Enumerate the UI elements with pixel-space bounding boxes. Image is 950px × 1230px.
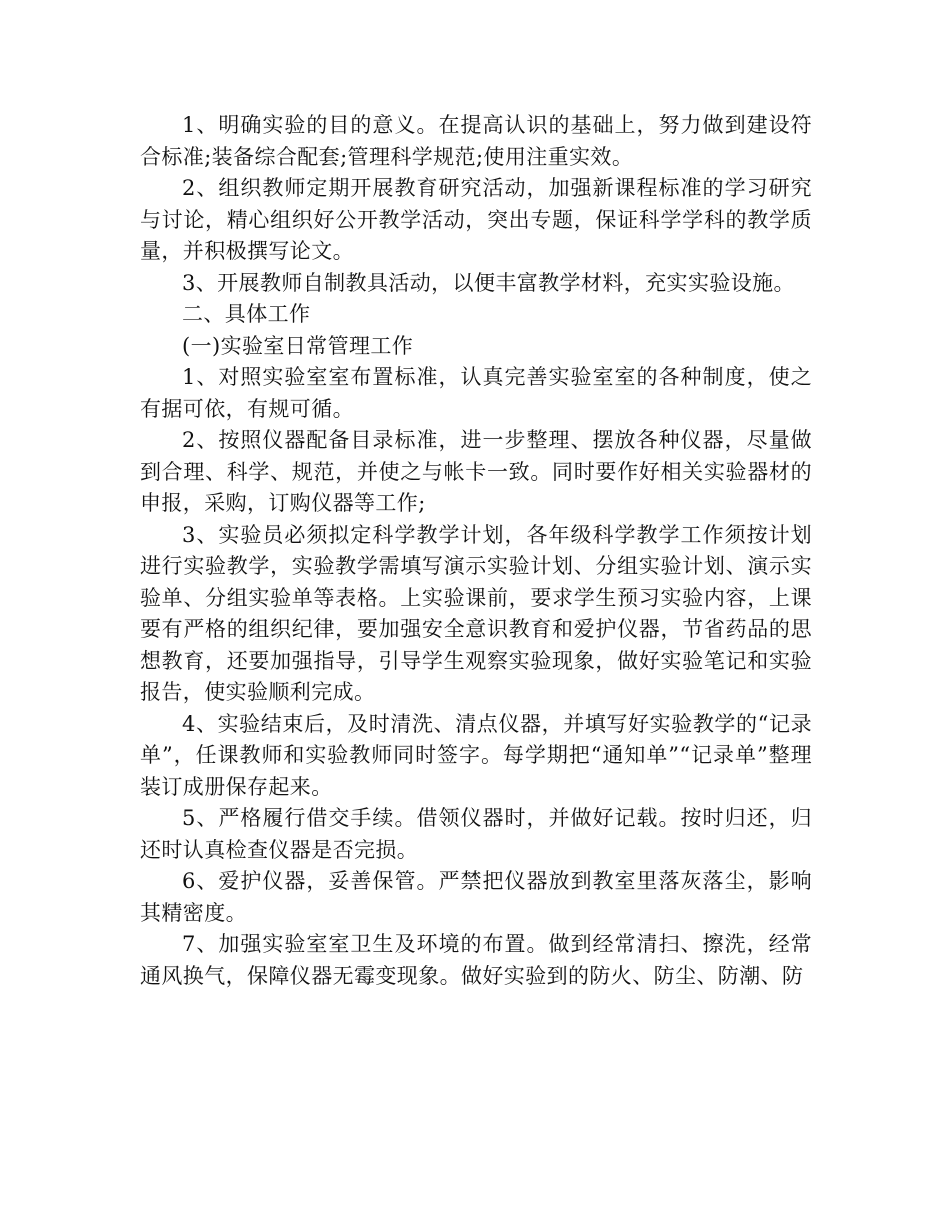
subsection-heading: (一)实验室日常管理工作 xyxy=(182,333,414,358)
paragraph-2: 2、组织教师定期开展教育研究活动，加强新课程标准的学习研究与讨论，精心组织好公开教学活动，突出专题，保证科学学科的教学质量，并积极撰写论文。 xyxy=(140,176,812,263)
paragraph-5: 2、按照仪器配备目录标准，进一步整理、摆放各种仪器，尽量做到合理、科学、规范，并使之与帐卡一致。同时要作好相关实验器材的申报，采购，订购仪器等工作; xyxy=(140,428,812,515)
document-page xyxy=(140,110,812,992)
paragraph-9: 6、爱护仪器，妥善保管。严禁把仪器放到教室里落灰落尘，影响其精密度。 xyxy=(140,869,812,925)
paragraph-7: 4、实验结束后，及时清洗、清点仪器，并填写好实验教学的“记录单”，任课教师和实验教师同时签字。每学期把“通知单”“记录单”整理装订成册保存起来。 xyxy=(140,711,812,799)
paragraph-10: 7、加强实验室室卫生及环境的布置。做到经常清扫、擦洗，经常通风换气，保障仪器无霉变现象。做好实验到的防火、防尘、防潮、防 xyxy=(140,932,812,988)
paragraph-3: 3、开展教师自制教具活动，以便丰富教学材料，充实实验设施。 xyxy=(182,270,795,295)
paragraph-6: 3、实验员必须拟定科学教学计划，各年级科学教学工作须按计划进行实验教学，实验教学需填写演示实验计划、分组实验计划、演示实验单、分组实验单等表格。上实验课前，要求学生预习实验内容，上课要有严格的组织纪律，要加强安全意识教育和爱护仪器，节省药品的思想教育，还要加强指导，引导学生观察实验现象，做好实验笔记和实验报告，使实验顺利完成。 xyxy=(140,522,812,704)
paragraph-1: 1、明确实验的目的意义。在提高认识的基础上，努力做到建设符合标准;装备综合配套;管理科学规范;使用注重实效。 xyxy=(140,113,812,169)
paragraph-4: 1、对照实验室室布置标准，认真完善实验室室的各种制度，使之有据可依，有规可循。 xyxy=(140,365,812,421)
paragraph-8: 5、严格履行借交手续。借领仪器时，并做好记载。按时归还，归还时认真检查仪器是否完损。 xyxy=(140,806,812,862)
section-heading: 二、具体工作 xyxy=(182,302,311,326)
